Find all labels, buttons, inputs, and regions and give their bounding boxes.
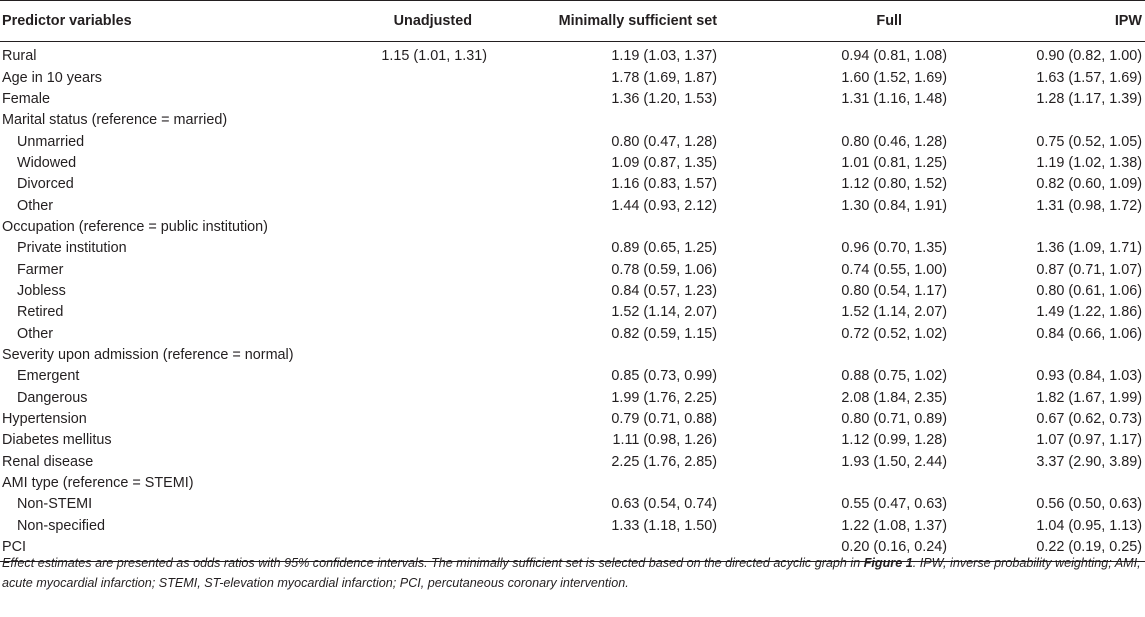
cell-ipw: 1.28 (1.17, 1.39) — [1036, 90, 1142, 107]
cell-full: 1.93 (1.50, 2.44) — [841, 453, 947, 470]
cell-unadjusted — [342, 238, 492, 259]
cell-minimal: 0.82 (0.59, 1.15) — [611, 325, 717, 342]
table-row — [0, 238, 1145, 259]
cell-unadjusted — [342, 430, 492, 451]
table-header-row — [0, 1, 1145, 42]
cell-full: 1.12 (0.99, 1.28) — [841, 432, 947, 449]
cell-full: 1.12 (0.80, 1.52) — [841, 176, 947, 193]
cell-full: 2.08 (1.84, 2.35) — [841, 389, 947, 406]
row-label: AMI type (reference = STEMI) — [2, 475, 194, 492]
cell-minimal: 1.16 (0.83, 1.57) — [611, 176, 717, 193]
cell-full — [720, 110, 950, 131]
cell-ipw: 0.90 (0.82, 1.00) — [1036, 48, 1142, 65]
row-label: Non-STEMI — [17, 496, 93, 513]
cell-full — [720, 473, 950, 494]
cell-ipw: 0.75 (0.52, 1.05) — [1036, 133, 1142, 150]
table-row — [0, 67, 1145, 88]
cell-minimal: 1.99 (1.76, 2.25) — [611, 389, 717, 406]
cell-minimal — [492, 110, 720, 131]
row-label: Divorced — [17, 176, 74, 193]
cell-full — [720, 217, 950, 238]
cell-full: 1.60 (1.52, 1.69) — [841, 69, 947, 86]
cell-ipw: 3.37 (2.90, 3.89) — [1036, 453, 1142, 470]
row-label: Farmer — [17, 261, 64, 278]
row-label: Female — [2, 90, 50, 107]
table-row — [0, 473, 1145, 494]
row-label: Dangerous — [17, 389, 88, 406]
cell-minimal: 0.85 (0.73, 0.99) — [611, 368, 717, 385]
table-row — [0, 302, 1145, 323]
table-row — [0, 366, 1145, 387]
row-label: Widowed — [17, 154, 77, 171]
cell-unadjusted — [342, 89, 492, 110]
table-row — [0, 217, 1145, 238]
cell-unadjusted — [342, 281, 492, 302]
footnote-text-start: Effect estimates are presented as odds ratios with 95% confidence intervals. The minimally sufficient set is selected based on the directed acyclic graph in — [2, 556, 864, 570]
table-row — [0, 345, 1145, 366]
cell-unadjusted — [342, 153, 492, 174]
cell-full: 0.80 (0.54, 1.17) — [841, 282, 947, 299]
table-row — [0, 388, 1145, 409]
cell-unadjusted — [342, 217, 492, 238]
table-row — [0, 259, 1145, 280]
cell-full: 1.01 (0.81, 1.25) — [841, 154, 947, 171]
table-row — [0, 323, 1145, 344]
cell-ipw: 0.87 (0.71, 1.07) — [1036, 261, 1142, 278]
row-label: Severity upon admission (reference = normal) — [2, 346, 294, 363]
table-row — [0, 42, 1145, 68]
table-row — [0, 430, 1145, 451]
cell-full: 0.96 (0.70, 1.35) — [841, 240, 947, 257]
row-label: Renal disease — [2, 453, 94, 470]
cell-ipw: 0.84 (0.66, 1.06) — [1036, 325, 1142, 342]
row-label: Age in 10 years — [2, 69, 102, 86]
cell-ipw: 0.56 (0.50, 0.63) — [1036, 496, 1142, 513]
cell-ipw: 0.93 (0.84, 1.03) — [1036, 368, 1142, 385]
cell-ipw — [950, 110, 1145, 131]
cell-minimal: 1.19 (1.03, 1.37) — [611, 48, 717, 65]
cell-full: 1.31 (1.16, 1.48) — [841, 90, 947, 107]
cell-ipw — [950, 345, 1145, 366]
cell-unadjusted — [342, 494, 492, 515]
cell-minimal: 0.89 (0.65, 1.25) — [611, 240, 717, 257]
cell-minimal — [492, 473, 720, 494]
cell-ipw: 0.67 (0.62, 0.73) — [1036, 411, 1142, 428]
row-label: Other — [17, 325, 53, 342]
cell-full: 0.80 (0.46, 1.28) — [841, 133, 947, 150]
row-label: Rural — [2, 48, 37, 65]
row-label: Emergent — [17, 368, 80, 385]
row-label: Private institution — [17, 240, 127, 257]
cell-unadjusted — [342, 302, 492, 323]
table-row — [0, 110, 1145, 131]
cell-unadjusted: 1.15 (1.01, 1.31) — [381, 48, 487, 65]
cell-unadjusted — [342, 323, 492, 344]
row-label: Other — [17, 197, 53, 214]
cell-full: 0.72 (0.52, 1.02) — [841, 325, 947, 342]
table-row — [0, 195, 1145, 216]
cell-ipw: 1.04 (0.95, 1.13) — [1036, 517, 1142, 534]
cell-full: 0.55 (0.47, 0.63) — [841, 496, 947, 513]
cell-unadjusted — [342, 452, 492, 473]
cell-minimal: 0.80 (0.47, 1.28) — [611, 133, 717, 150]
cell-full: 0.80 (0.71, 0.89) — [841, 411, 947, 428]
row-label: Non-specified — [17, 517, 105, 534]
table-row — [0, 174, 1145, 195]
row-label: Occupation (reference = public institution) — [2, 218, 268, 235]
cell-ipw — [950, 217, 1145, 238]
table-row — [0, 89, 1145, 110]
cell-minimal: 0.63 (0.54, 0.74) — [611, 496, 717, 513]
cell-full: 0.74 (0.55, 1.00) — [841, 261, 947, 278]
cell-minimal — [492, 217, 720, 238]
table-footnote — [2, 553, 1142, 593]
cell-minimal: 1.11 (0.98, 1.26) — [612, 432, 717, 449]
cell-minimal: 2.25 (1.76, 2.85) — [611, 453, 717, 470]
cell-full: 0.88 (0.75, 1.02) — [841, 368, 947, 385]
row-label: Marital status (reference = married) — [2, 112, 228, 129]
row-label: PCI — [0, 537, 342, 562]
cell-unadjusted — [342, 110, 492, 131]
header-minimally-sufficient-set: Minimally sufficient set — [492, 1, 720, 42]
header-predictor-variables: Predictor variables — [0, 1, 342, 42]
cell-minimal: 1.09 (0.87, 1.35) — [611, 154, 717, 171]
cell-unadjusted — [342, 195, 492, 216]
row-label: Hypertension — [2, 411, 87, 428]
table-row — [0, 281, 1145, 302]
cell-minimal: 0.79 (0.71, 0.88) — [611, 411, 717, 428]
header-ipw: IPW — [950, 1, 1145, 42]
row-label: Unmarried — [17, 133, 85, 150]
table-row — [0, 153, 1145, 174]
cell-full: 0.94 (0.81, 1.08) — [841, 48, 947, 65]
cell-minimal: 1.44 (0.93, 2.12) — [611, 197, 717, 214]
cell-ipw: 1.49 (1.22, 1.86) — [1036, 304, 1142, 321]
table-row — [0, 494, 1145, 515]
cell-ipw: 1.63 (1.57, 1.69) — [1036, 69, 1142, 86]
cell-ipw: 1.82 (1.67, 1.99) — [1036, 389, 1142, 406]
cell-minimal: 1.52 (1.14, 2.07) — [611, 304, 717, 321]
cell-full: 0.20 (0.16, 0.24) — [720, 537, 950, 562]
cell-unadjusted — [342, 174, 492, 195]
cell-minimal: 1.36 (1.20, 1.53) — [611, 90, 717, 107]
table-row — [0, 131, 1145, 152]
cell-ipw: 0.82 (0.60, 1.09) — [1036, 176, 1142, 193]
table-row — [0, 409, 1145, 430]
cell-ipw: 1.36 (1.09, 1.71) — [1036, 240, 1142, 257]
cell-minimal: 1.78 (1.69, 1.87) — [611, 69, 717, 86]
cell-ipw: 1.07 (0.97, 1.17) — [1036, 432, 1142, 449]
cell-ipw: 1.31 (0.98, 1.72) — [1036, 197, 1142, 214]
cell-unadjusted — [342, 409, 492, 430]
cell-unadjusted — [342, 67, 492, 88]
row-label: Jobless — [17, 282, 66, 299]
cell-ipw: 0.80 (0.61, 1.06) — [1036, 282, 1142, 299]
cell-minimal: 0.84 (0.57, 1.23) — [611, 282, 717, 299]
cell-minimal: 0.78 (0.59, 1.06) — [611, 261, 717, 278]
cell-minimal — [492, 345, 720, 366]
cell-unadjusted — [342, 473, 492, 494]
cell-full: 1.30 (0.84, 1.91) — [841, 197, 947, 214]
row-label: Diabetes mellitus — [2, 432, 112, 449]
cell-full: 1.52 (1.14, 2.07) — [841, 304, 947, 321]
footnote-figure-reference: Figure 1 — [863, 556, 913, 570]
cell-minimal: 1.33 (1.18, 1.50) — [611, 517, 717, 534]
table-row — [0, 452, 1145, 473]
cell-unadjusted — [342, 131, 492, 152]
table-body — [0, 42, 1145, 562]
table-row — [0, 516, 1145, 537]
cell-ipw — [950, 473, 1145, 494]
cell-unadjusted — [342, 388, 492, 409]
cell-unadjusted — [342, 516, 492, 537]
cell-ipw: 1.19 (1.02, 1.38) — [1036, 154, 1142, 171]
header-unadjusted: Unadjusted — [342, 1, 492, 42]
cell-ipw: 0.22 (0.19, 0.25) — [950, 537, 1145, 562]
footnote-text-end: . IPW, inverse probability weighting; AMI, acute myocardial infarction; STEMI, ST-elevation myocardial infarction; PCI, percutaneous coronary intervention. — [2, 556, 1141, 590]
header-full: Full — [720, 1, 950, 42]
cell-unadjusted — [342, 345, 492, 366]
cell-full: 1.22 (1.08, 1.37) — [841, 517, 947, 534]
cell-unadjusted — [342, 259, 492, 280]
cell-full — [720, 345, 950, 366]
cell-unadjusted — [342, 366, 492, 387]
row-label: Retired — [17, 304, 64, 321]
